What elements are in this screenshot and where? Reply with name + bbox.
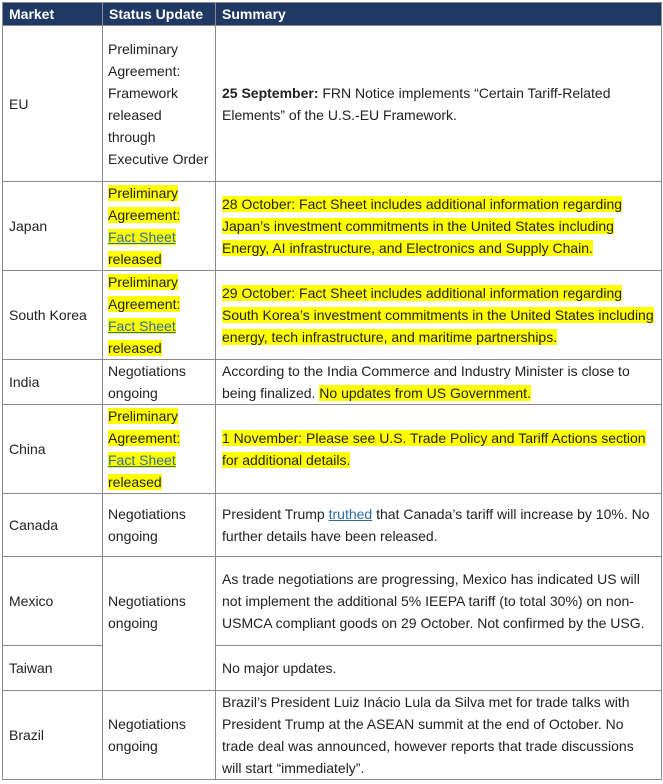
market-cell: South Korea bbox=[3, 271, 103, 360]
table-row-mexico bbox=[3, 557, 662, 646]
status-text: Preliminary Agreement: bbox=[108, 185, 181, 223]
status-text: released bbox=[108, 474, 162, 490]
truthed-link[interactable]: truthed bbox=[328, 506, 373, 522]
market-cell: China bbox=[3, 405, 103, 494]
status-cell bbox=[103, 405, 216, 494]
summary-cell bbox=[216, 360, 662, 405]
table-row-india bbox=[3, 360, 662, 405]
status-cell: Negotiations ongoing bbox=[103, 494, 216, 557]
table-row-eu bbox=[3, 26, 662, 182]
table-row-south-korea bbox=[3, 271, 662, 360]
table-row-brazil bbox=[3, 691, 662, 780]
summary-highlight: No updates from US Government. bbox=[319, 385, 531, 401]
market-cell: Taiwan bbox=[3, 646, 103, 691]
table-row-taiwan bbox=[3, 646, 662, 691]
summary-text: According to the India Commerce and Industry Minister is close to being finalized. bbox=[222, 363, 630, 401]
status-text: Negotiations ongoing bbox=[108, 593, 186, 631]
summary-date: 25 September: bbox=[222, 84, 319, 101]
summary-text: 29 October: Fact Sheet includes additional information regarding South Korea’s investment commitments in the United States including energy, tech infrastructure, and maritime partnerships. bbox=[222, 285, 654, 345]
header-row bbox=[3, 3, 662, 26]
fact-sheet-link[interactable]: Fact Sheet bbox=[108, 229, 176, 245]
table-row-china bbox=[3, 405, 662, 494]
table-row-canada bbox=[3, 494, 662, 557]
market-cell: Brazil bbox=[3, 691, 103, 780]
status-cell bbox=[103, 182, 216, 271]
summary-cell: As trade negotiations are progressing, Mexico has indicated US will not implement the additional 5% IEEPA tariff (to total 30%) on non-USMCA compliant goods on 29 October. Not confirmed by the USG. bbox=[216, 557, 662, 646]
fact-sheet-link[interactable]: Fact Sheet bbox=[108, 318, 176, 334]
header-market: Market bbox=[3, 3, 103, 26]
status-text: released bbox=[108, 340, 162, 356]
summary-cell bbox=[216, 26, 662, 182]
trade-status-table bbox=[2, 2, 662, 780]
status-text: released bbox=[108, 251, 162, 267]
status-cell: Negotiations ongoing bbox=[103, 691, 216, 780]
summary-cell: Brazil’s President Luiz Inácio Lula da Silva met for trade talks with President Trump at the ASEAN summit at the end of October. No trade deal was announced, however reports that trade discussions will start “immediately”. bbox=[216, 691, 662, 780]
status-text: Preliminary Agreement: bbox=[108, 408, 181, 446]
summary-text: 1 November: Please see U.S. Trade Policy and Tariff Actions section for additional details. bbox=[222, 430, 646, 468]
summary-text: FRN Notice implements “Certain Tariff-Related Elements” of the U.S.-EU Framework. bbox=[222, 84, 611, 123]
table-row-japan bbox=[3, 182, 662, 271]
market-cell: Canada bbox=[3, 494, 103, 557]
header-summary: Summary bbox=[216, 3, 662, 26]
header-status-update: Status Update bbox=[103, 3, 216, 26]
summary-cell bbox=[216, 271, 662, 360]
market-cell: EU bbox=[3, 26, 103, 182]
status-cell bbox=[103, 271, 216, 360]
market-cell: Mexico bbox=[3, 557, 103, 646]
summary-text: that Canada’s tariff will increase by 10%. No further details have been released. bbox=[222, 506, 650, 544]
summary-text: President Trump bbox=[222, 506, 329, 522]
status-cell bbox=[103, 557, 216, 691]
market-cell: India bbox=[3, 360, 103, 405]
fact-sheet-link[interactable]: Fact Sheet bbox=[108, 452, 176, 468]
status-text: Preliminary Agreement: bbox=[108, 274, 181, 312]
summary-cell bbox=[216, 405, 662, 494]
summary-text: 28 October: Fact Sheet includes additional information regarding Japan’s investment commitments in the United States including Energy, AI infrastructure, and Electronics and Supply Chain. bbox=[222, 196, 623, 256]
market-cell: Japan bbox=[3, 182, 103, 271]
summary-cell bbox=[216, 182, 662, 271]
summary-cell: No major updates. bbox=[216, 646, 662, 691]
summary-cell bbox=[216, 494, 662, 557]
status-cell: Negotiations ongoing bbox=[103, 360, 216, 405]
status-cell: Preliminary Agreement: Framework released through Executive Order bbox=[103, 26, 216, 182]
